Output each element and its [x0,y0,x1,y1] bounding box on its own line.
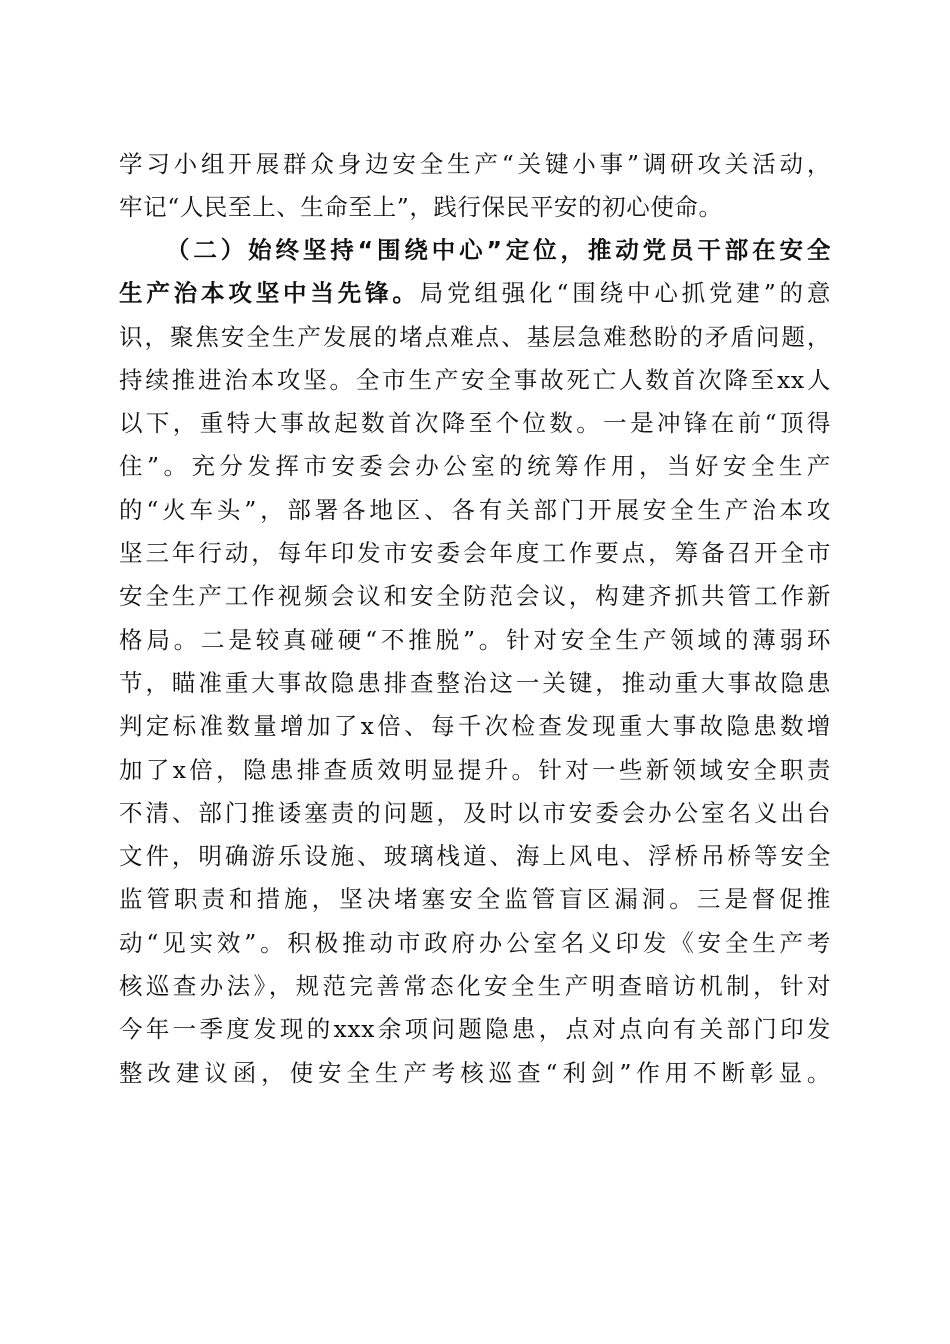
text-line: 判定标准数量增加了x倍、每千次检查发现重大事故隐患数增 [119,712,831,741]
text-line: 加了x倍，隐患排查质效明显提升。针对一些新领域安全职责 [119,755,831,784]
text-line: 坚三年行动，每年印发市安委会年度工作要点，筹备召开全市 [119,539,831,568]
text-line: 节，瞄准重大事故隐患排查整治这一关键，推动重大事故隐患 [119,668,831,697]
text-line [119,1095,831,1138]
text-line: 核巡查办法》，规范完善常态化安全生产明查暗访机制，针对 [119,972,831,1001]
text-line: 整改建议函，使安全生产考核巡查“利剑”作用不断彰显。 [119,1058,831,1087]
text-line: 文件，明确游乐设施、玻璃栈道、海上风电、浮桥吊桥等安全 [119,842,831,871]
text-line: 监管职责和措施，坚决堵塞安全监管盲区漏洞。三是督促推 [119,885,831,914]
text-line: 牢记“人民至上、生命至上”，践行保民平安的初心使命。 [119,193,723,222]
text-line: 的“火车头”，部署各地区、各有关部门开展安全生产治本攻 [119,495,831,524]
section-heading: （二）始终坚持“围绕中心”定位，推动党员干部在安全 [166,236,831,264]
text-line: 不清、部门推诿塞责的问题，及时以市安委会办公室名义出台 [119,798,831,827]
section-paragraph [119,229,831,1138]
text-line: 住”。充分发挥市安委会办公室的统筹作用，当好安全生产 [119,452,831,481]
text-segment: 局党组强化“围绕中心抓党建”的意 [419,279,831,308]
text-line: 安全生产工作视频会议和安全防范会议，构建齐抓共管工作新 [119,582,831,611]
text-line: 以下，重特大事故起数首次降至个位数。一是冲锋在前“顶得 [119,409,831,438]
text-line: 识，聚焦安全生产发展的堵点难点、基层急难愁盼的矛盾问题， [119,322,831,351]
text-line: 格局。二是较真碰硬“不推脱”。针对安全生产领域的薄弱环 [119,625,831,654]
text-line: 今年一季度发现的xxx余项问题隐患，点对点向有关部门印发 [119,1015,831,1044]
text-line: 动“见实效”。积极推动市政府办公室名义印发《安全生产考 [119,928,831,957]
text-line: 学习小组开展群众身边安全生产“关键小事”调研攻关活动， [119,150,831,178]
section-heading-tail: 生产治本攻坚中当先锋。 [119,279,420,308]
paragraph-continuation [119,143,831,230]
text-line [119,272,831,315]
text-line: 持续推进治本攻坚。全市生产安全事故死亡人数首次降至xx人 [119,365,831,394]
